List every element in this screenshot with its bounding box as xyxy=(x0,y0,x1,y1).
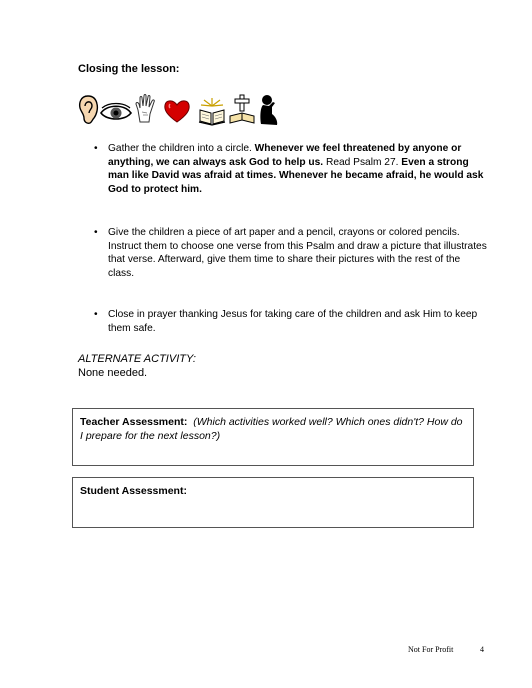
bullet-text-plain: Read Psalm 27. xyxy=(323,156,402,168)
hand-icon xyxy=(134,94,156,124)
teacher-assessment-box xyxy=(72,408,474,466)
student-assessment-box xyxy=(72,477,474,528)
bullet-text-plain: Gather the children into a circle. xyxy=(108,143,255,154)
eye-icon xyxy=(99,102,133,122)
bullet-marker: • xyxy=(94,227,98,238)
bullet-text: Give the children a piece of art paper and a pencil, crayons or colored pencils. Instruct them to choose one verse from this Psalm and draw a picture that illustrates that verse. Afterward, give them time to share their pictures with the rest of the class. xyxy=(108,227,487,279)
bullet-text xyxy=(108,142,488,196)
open-book-icon xyxy=(197,96,227,126)
teacher-assessment-label: Teacher Assessment: xyxy=(80,416,188,428)
alternate-activity-body: None needed. xyxy=(78,367,148,379)
bible-cross-icon xyxy=(229,94,255,126)
teacher-assessment-prompt: (Which activities worked well? Which ones didn't? How do I prepare for the next lesson?) xyxy=(80,416,463,442)
bullet-marker: • xyxy=(94,143,98,154)
student-assessment-label: Student Assessment: xyxy=(80,485,187,497)
praying-child-icon xyxy=(257,94,281,128)
alternate-activity-title: ALTERNATE ACTIVITY: xyxy=(78,353,196,365)
footer-text: Not For Profit xyxy=(408,645,454,654)
bullet-text-bold: Whenever we feel threatened by anyone or anything, we can always ask God to help us. xyxy=(108,143,462,168)
ear-icon xyxy=(77,94,99,126)
heart-icon xyxy=(163,98,191,124)
bullet-marker: • xyxy=(94,309,98,320)
bullet-text: Close in prayer thanking Jesus for taking care of the children and ask Him to keep them safe. xyxy=(108,309,478,334)
page-number: 4 xyxy=(480,645,484,654)
section-heading: Closing the lesson: xyxy=(78,63,180,75)
teacher-assessment-text xyxy=(80,416,465,443)
activity-icon-row xyxy=(77,94,287,128)
bullet-text-bold: Even a strong man like David was afraid at times. Whenever he became afraid, he would ask God to protect him. xyxy=(108,156,484,195)
